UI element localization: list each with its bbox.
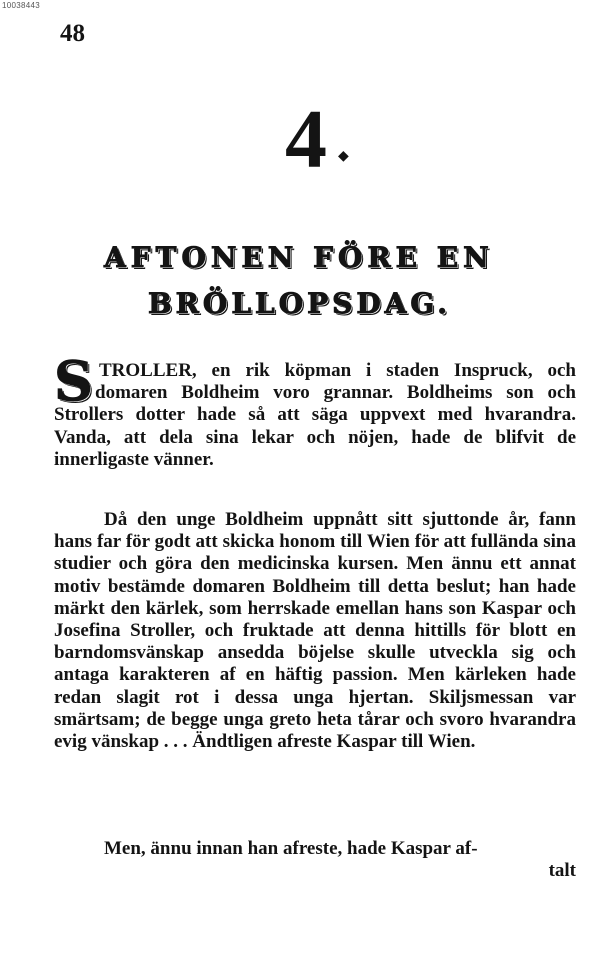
- drop-cap-initial: S: [54, 349, 93, 413]
- page-number: 48: [60, 20, 85, 47]
- paragraph-3: [54, 838, 576, 882]
- chapter-number: 4: [285, 93, 327, 186]
- paragraph-3-text: Men, ännu innan han afreste, hade Kaspar af-: [104, 838, 478, 859]
- diamond-ornament-icon: ◆: [338, 149, 349, 164]
- catchword: talt: [548, 860, 576, 882]
- paragraph-1: [54, 349, 576, 471]
- chapter-title-line-2: BRÖLLOPSDAG.: [148, 287, 452, 320]
- scan-id-label: 10038443: [2, 1, 40, 10]
- paragraph-2: Då den unge Boldheim uppnått sitt sjuttonde år, fann hans far för godt att skicka honom till Wien för att fullända sina studier och göra den medicinska kursen. Men ännu ett annat motiv bestämde domaren Boldheim till detta beslut; han hade märkt den kärlek, som herrskade emellan hans son Kaspar och Josefina Stroller, och fruktade att denna hittills för blott en barndomsvänskap ansedda böjelse skulle utveckla sig och antaga karakteren af en häftig passion. Men kärleken hade redan slagit rot i dessa unga hjertan. Skiljsmessan var smärtsam; de begge unga greto heta tårar och svoro hvarandra evig vänskap . . . Ändtligen afreste Kaspar till Wien.: [54, 509, 576, 753]
- paragraph-1-text: TROLLER, en rik köpman i staden Inspruck, och domaren Boldheim voro grannar. Boldheims son och Strollers dotter hade så att säga uppvext med hvarandra. Vanda, att dela sina lekar och nöjen, hade de blifvit de innerligaste vänner.: [54, 360, 576, 470]
- chapter-title-line-1: AFTONEN FÖRE EN: [104, 241, 494, 274]
